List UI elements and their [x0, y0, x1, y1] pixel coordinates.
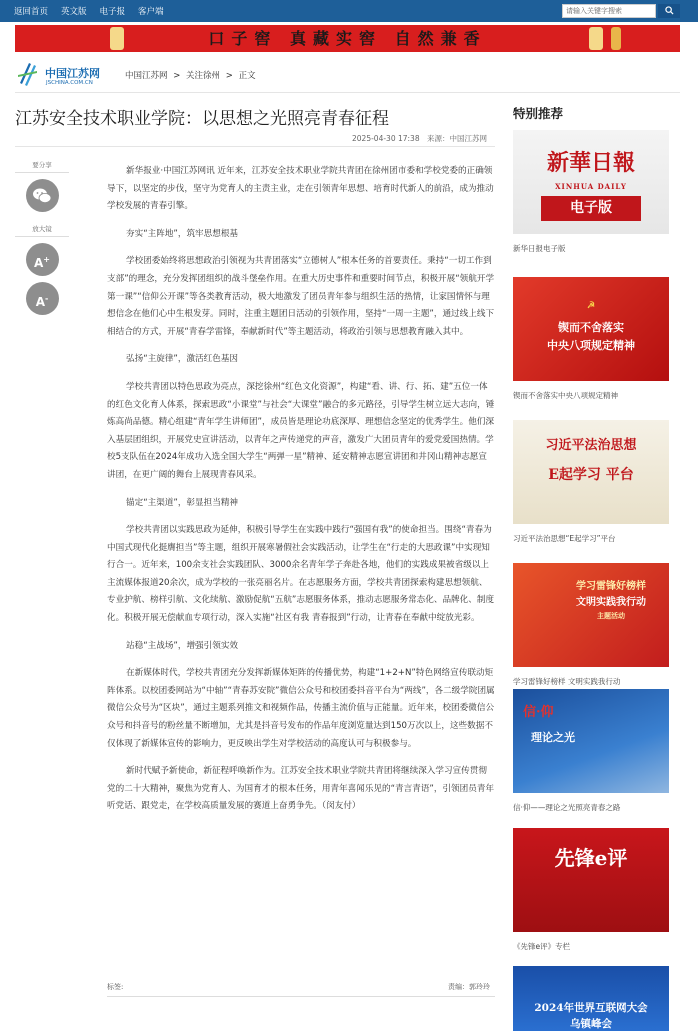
card-image	[513, 563, 669, 667]
article-subheading: 站稳“主战场”，增强引领实效	[126, 640, 239, 651]
card-image	[513, 130, 669, 234]
article-date: 2025-04-30 17:38	[352, 134, 420, 143]
wechat-icon	[32, 187, 52, 205]
search-button[interactable]	[658, 4, 680, 18]
card-image-text: XINHUA DAILY	[555, 182, 627, 191]
article-body	[107, 163, 495, 826]
article-source: 来源：中国江苏网	[426, 134, 487, 143]
card-image-text: 电子版	[541, 196, 641, 221]
breadcrumb-home[interactable]: 中国江苏网	[125, 71, 168, 81]
card-image	[513, 420, 669, 524]
nav-english-link[interactable]: 英文版	[61, 7, 87, 17]
recommend-card-belief[interactable]	[513, 689, 669, 813]
divider	[15, 146, 495, 147]
divider	[15, 236, 69, 237]
article-meta	[352, 133, 492, 144]
tag-label: 标签:	[107, 983, 124, 991]
breadcrumb-current: 正文	[238, 71, 256, 81]
divider	[15, 172, 69, 173]
zoom-label: 放大镜	[32, 225, 52, 233]
search-input[interactable]: 请输入关键字搜索	[562, 4, 656, 18]
editor-label: 责编：郭玲玲	[448, 983, 490, 991]
top-navigation-bar	[0, 0, 698, 22]
card-caption[interactable]: 习近平法治思想“E起学习”平台	[513, 534, 616, 543]
article-subheading: 锚定“主渠道”，彰显担当精神	[126, 497, 239, 508]
logo-url: JSCHINA.COM.CN	[46, 80, 93, 86]
font-increase-icon: A+	[34, 255, 50, 270]
card-image-text: 习近平法治思想	[545, 438, 637, 453]
recommend-card-wic[interactable]	[513, 966, 669, 1031]
article-paragraph: 新时代赋予新使命，新征程呼唤新作为。江苏安全技术职业学院共青团将继续深入学习宣传贯彻党的二十大精神，聚焦为党育人、为国育才的根本任务，用青年喜闻乐见的“青言青语”，引领团员青年听党话、跟党走，在学校高质量发展的赛道上奋勇争先。（闵友付）	[107, 766, 495, 812]
divider	[15, 92, 680, 93]
card-image-text: 先锋e评	[554, 846, 628, 870]
card-caption[interactable]: 锲而不舍落实中央八项规定精神	[513, 391, 618, 400]
article-subheading: 夯实“主阵地”，筑牢思想根基	[126, 228, 239, 239]
article-title: 江苏安全技术职业学院：以思想之光照亮青春征程	[15, 109, 389, 129]
recommend-card-pioneer-review[interactable]	[513, 828, 669, 952]
logo-mark-icon	[17, 61, 39, 87]
card-caption[interactable]: 学习雷锋好榜样 文明实践我行动	[513, 677, 621, 686]
ad-banner-text: 口子窖 真藏实窖 自然兼香	[208, 29, 487, 48]
card-image-text: 锲而不舍落实	[558, 321, 624, 334]
nav-home-link[interactable]: 返回首页	[14, 7, 49, 17]
article-paragraph: 学校团委始终将思想政治引领视为共青团落实“立德树人”根本任务的首要责任。秉持“一切工作到支部”的理念，充分发挥团组织的战斗堡垒作用。在重大历史事件和重要时间节点，积极开展“领航开学第一课”“信仰公开课”等各类教育活动，极大地激发了团员青年参与组织生活的热情，让家国情怀与理想信念在他们心中生根发芽。同时，注重主题团日活动的引领作用，坚持“一周一主题”，通过线上线下相结合的方式，开展“青春学雷锋，奉献新时代”等主题活动，将政治引领与思想教育融入其中。	[107, 256, 495, 337]
font-decrease-icon: A-	[35, 294, 49, 309]
breadcrumb	[125, 69, 259, 81]
breadcrumb-separator: >	[173, 71, 181, 81]
recommend-card-eight-rules[interactable]	[513, 277, 669, 401]
card-image-text: 信·仰	[523, 705, 554, 720]
card-image-text: 学习雷锋好榜样	[576, 581, 646, 592]
logo-name: 中国江苏网	[45, 67, 100, 80]
card-caption[interactable]: 新华日报电子版	[513, 244, 566, 253]
article-paragraph: 学校共青团以特色思政为亮点，深挖徐州“红色文化资源”，构建“看、讲、行、拓、建”五位一体的红色文化育人体系，探索思政“小课堂”与社会“大课堂”融合的多元路径，引导学生树立远大志向，锤炼高尚品德。精心组建“青年学生讲师团”，成员皆是理论功底深厚、理想信念坚定的优秀学生。他们深入基层团组织，开展党史宣讲活动，以青年之声传递党的声音，激发广大团员青年的爱党爱国热情。学校5支队伍在2024年成功入选全国大学生“两弹一星”精神、延安精神志愿宣讲团和井冈山精神志愿宣讲团，在更广阔的舞台上展现青春风采。	[107, 381, 495, 480]
card-image	[513, 966, 669, 1031]
card-image	[513, 277, 669, 381]
article-subheading: 弘扬“主旋律”，激活红色基因	[126, 354, 239, 365]
card-image-text: 乌镇峰会	[570, 1018, 612, 1030]
article-paragraph: 学校共青团以实践思政为延伸，积极引导学生在实践中践行“强国有我”的使命担当。围绕“青春为中国式现代化挺膺担当”等主题，组织开展寒暑假社会实践活动，让学生在“行走的大思政课”中实现知行合一。近年来，100余支社会实践团队、3000余名青年学子奔赴各地，他们的实践成果被省级以上主流媒体报道20余次，成为学校的一张亮丽名片。在志愿服务方面，学校共青团探索构建思想领航、专业护航、榜样引航、文化续航、激励促航“五航”志愿服务体系，推动志愿服务常态化、品牌化、制度化。积极开展无偿献血专项行动，深入实施“社区有我 青春报到”行动，让青春在奉献中绽放光彩。	[107, 525, 495, 624]
ad-banner[interactable]	[15, 25, 680, 52]
nav-app-link[interactable]: 客户端	[138, 7, 164, 17]
recommend-card-xinhua-daily[interactable]	[513, 130, 669, 254]
card-caption[interactable]: 《先锋e评》专栏	[513, 942, 571, 951]
wechat-share-button[interactable]	[26, 179, 59, 212]
card-image-text: E起学习 平台	[548, 467, 634, 483]
card-image	[513, 689, 669, 793]
font-increase-button[interactable]	[26, 243, 59, 276]
card-image-text: 中央八项规定精神	[547, 339, 635, 352]
breadcrumb-separator: >	[225, 71, 233, 81]
party-emblem-icon: ☭	[586, 301, 596, 311]
card-caption[interactable]: 信·仰——理论之光照亮青春之路	[513, 803, 621, 812]
nav-epaper-link[interactable]: 电子报	[99, 7, 126, 17]
card-image	[513, 828, 669, 932]
article-paragraph: 新华报业·中国江苏网讯 近年来，江苏安全技术职业学院共青团在徐州团市委和学校党委的正确领导下，以坚定的步伐，坚守为党育人的主责主业，走在引领青年思想、培育时代新人的前沿，成为推动学校发展的青春引擎。	[107, 166, 494, 212]
site-logo[interactable]	[15, 59, 110, 89]
card-image-text: 理论之光	[531, 731, 575, 744]
card-image-text: 2024年世界互联网大会	[534, 1002, 648, 1014]
recommend-card-rule-of-law[interactable]	[513, 420, 669, 544]
font-decrease-button[interactable]	[26, 282, 59, 315]
search-icon	[665, 6, 674, 15]
card-image-text: 新華日報	[546, 150, 635, 176]
share-panel	[15, 160, 69, 315]
share-label: 要分享	[32, 161, 52, 169]
sidebar-title: 特别推荐	[513, 106, 564, 121]
recommend-card-lei-feng[interactable]	[513, 563, 669, 687]
breadcrumb-section[interactable]: 关注徐州	[186, 71, 221, 81]
article-paragraph: 在新媒体时代，学校共青团充分发挥新媒体矩阵的传播优势，构建“1+2+N”特色网络宣传联动矩阵体系。以校团委网站为“中轴”“青春苏安院”微信公众号和校团委抖音平台为“两线”，各二级学院团属微信公众号为“区块”，通过主题系列推文和视频作品，传播主流价值与正能量。近年来，校团委微信公众号和抖音号的粉丝量不断增加，尤其是抖音号发布的作品年度浏览量达到150万次以上，这些数据不仅体现了新媒体宣传的影响力，更反映出学生对学校活动的高度认可与积极参与。	[107, 668, 495, 749]
divider	[107, 996, 495, 997]
card-image-text: 文明实践我行动	[576, 597, 646, 608]
card-image-text: 主题活动	[597, 611, 625, 620]
